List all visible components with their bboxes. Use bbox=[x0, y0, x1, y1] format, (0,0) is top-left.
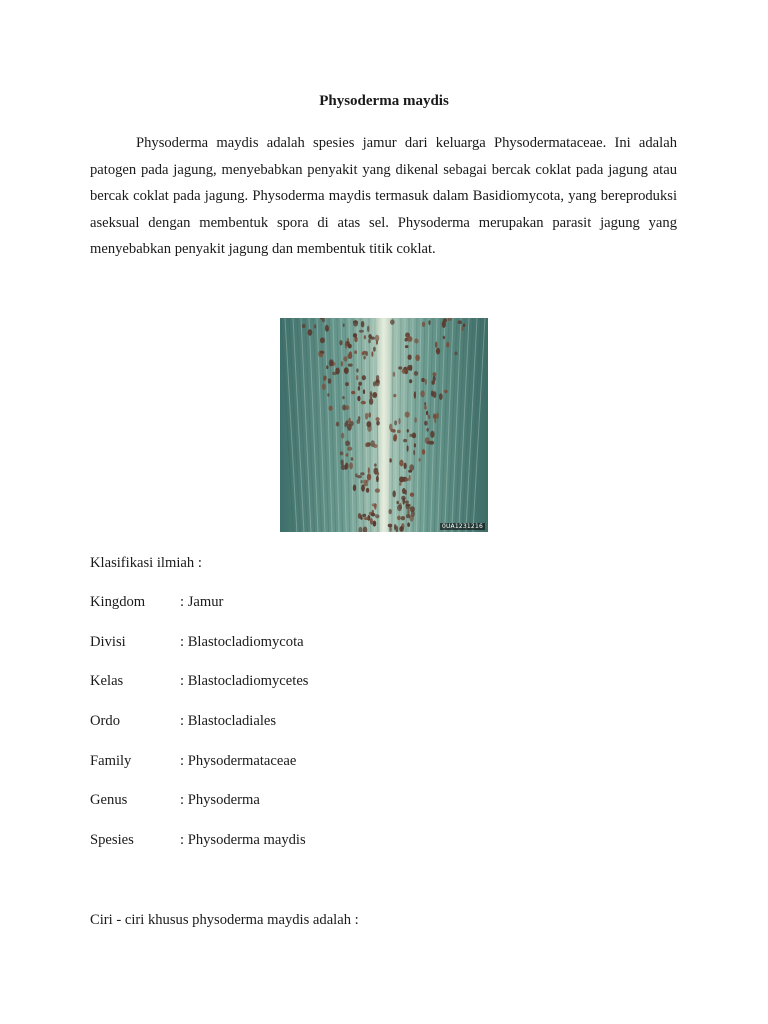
lesion-spot bbox=[407, 523, 410, 527]
lesion-spot bbox=[393, 435, 397, 442]
lesion-spot bbox=[370, 337, 375, 340]
lesion-spot bbox=[424, 402, 426, 406]
lesion-spot bbox=[323, 376, 325, 382]
lesion-spot bbox=[432, 380, 435, 385]
lesion-spot bbox=[357, 396, 360, 402]
lesion-spot bbox=[362, 351, 367, 355]
lesion-spot bbox=[326, 365, 328, 369]
lesion-spot bbox=[365, 443, 369, 447]
lesion-spot bbox=[393, 490, 396, 497]
lesion-spot bbox=[403, 439, 407, 442]
lesion-spot bbox=[353, 320, 358, 326]
taxon-rank: Genus bbox=[90, 792, 128, 808]
lesion-spot bbox=[314, 324, 316, 328]
lesion-spot bbox=[434, 417, 436, 423]
lesion-spot bbox=[329, 406, 333, 411]
lesion-spot bbox=[363, 389, 365, 394]
lesion-spot bbox=[408, 470, 412, 473]
lesion-spot bbox=[405, 501, 409, 504]
lesion-spot bbox=[393, 372, 395, 377]
lesion-spot bbox=[389, 509, 392, 514]
lesion-spot bbox=[328, 378, 332, 384]
lesion-spot bbox=[375, 514, 379, 518]
lesion-spot bbox=[374, 503, 377, 509]
lesion-spot bbox=[366, 488, 369, 493]
lesion-spot bbox=[375, 488, 380, 492]
lesion-spot bbox=[407, 429, 409, 433]
lesion-spot bbox=[405, 338, 408, 342]
lesion-spot bbox=[359, 330, 364, 333]
lesion-spot bbox=[397, 516, 401, 521]
lesion-spot bbox=[433, 391, 437, 398]
lesion-spot bbox=[340, 451, 344, 455]
lesion-spot bbox=[409, 379, 412, 383]
classification-heading: Klasifikasi ilmiah : bbox=[90, 555, 202, 571]
lesion-spot bbox=[436, 348, 440, 355]
lesion-spot bbox=[389, 526, 391, 532]
leaf-photo bbox=[280, 318, 488, 532]
taxon-value: : Blastocladiales bbox=[180, 713, 277, 729]
lesion-spot bbox=[346, 420, 349, 425]
lesion-spot bbox=[426, 428, 428, 432]
lesion-spot bbox=[342, 396, 344, 399]
lesion-spot bbox=[355, 473, 357, 477]
lesion-spot bbox=[341, 361, 343, 367]
lesion-spot bbox=[347, 447, 352, 451]
taxon-value: : Physodermataceae bbox=[180, 753, 297, 769]
lesion-spot bbox=[348, 418, 351, 424]
lesion-spot bbox=[414, 391, 416, 398]
lesion-spot bbox=[363, 356, 365, 360]
lesion-spot bbox=[408, 355, 412, 360]
lesion-spot bbox=[402, 369, 407, 374]
lesion-spot bbox=[368, 339, 371, 343]
lesion-spot bbox=[399, 483, 401, 486]
lesion-spot bbox=[405, 412, 410, 418]
lesion-spot bbox=[356, 368, 358, 372]
taxon-rank: Divisi bbox=[90, 634, 126, 650]
lesion-spot bbox=[322, 384, 326, 390]
lesion-spot bbox=[412, 433, 416, 439]
lesion-spot bbox=[463, 323, 466, 327]
lesion-spot bbox=[409, 475, 411, 481]
lesion-spot bbox=[422, 322, 425, 327]
lesion-spot bbox=[413, 450, 415, 456]
lesion-spot bbox=[397, 505, 402, 512]
lesion-spot bbox=[399, 476, 404, 482]
lesion-spot bbox=[364, 517, 369, 520]
lesion-spot bbox=[373, 521, 377, 527]
taxon-value: : Physoderma maydis bbox=[180, 832, 306, 848]
taxon-rank: Spesies bbox=[90, 832, 134, 848]
lesion-spot bbox=[367, 474, 371, 481]
lesion-spot bbox=[414, 339, 418, 344]
lesion-spot bbox=[443, 318, 447, 322]
lesion-spot bbox=[367, 326, 369, 332]
lesion-spot bbox=[424, 421, 428, 426]
lesion-spot bbox=[390, 319, 395, 324]
lesion-spot bbox=[371, 351, 373, 356]
lesion-spot bbox=[339, 340, 342, 345]
lesion-spot bbox=[425, 379, 427, 385]
lesion-spot bbox=[368, 467, 370, 474]
lesion-spot bbox=[401, 496, 406, 501]
lesion-spot bbox=[397, 430, 401, 433]
lesion-spot bbox=[349, 462, 353, 469]
lesion-spot bbox=[446, 342, 449, 348]
lesion-spot bbox=[336, 422, 339, 427]
document-title: Physoderma maydis bbox=[319, 93, 449, 109]
lesion-spot bbox=[424, 406, 427, 410]
lesion-spot bbox=[398, 366, 402, 369]
taxon-rank: Ordo bbox=[90, 713, 120, 729]
lesion-spot bbox=[421, 378, 425, 382]
taxon-value: : Jamur bbox=[180, 594, 224, 610]
lesion-spot bbox=[363, 480, 367, 484]
lesion-spot bbox=[376, 375, 379, 380]
lesion-spot bbox=[439, 393, 443, 400]
lesion-spot bbox=[376, 417, 380, 421]
lesion-spot bbox=[345, 382, 349, 386]
lesion-spot bbox=[414, 417, 417, 423]
lesion-spot bbox=[414, 443, 416, 447]
intro-paragraph: Physoderma maydis adalah spesies jamur dari keluarga Physodermataceae. Ini adalah patogen pada jagung, menyebabkan penyakit yang dikenal sebagai bercak coklat pada jagung atau bercak coklat pada jagung. Physoderma maydis termasuk dalam Basidiomycota, yang bereproduksi aseksual dengan membentuk spora di atas sel. Physoderma merupakan parasit jagung yang menyebabkan penyakit jagung dan membentuk titik coklat. bbox=[90, 135, 677, 257]
taxon-rank: Family bbox=[90, 753, 132, 769]
lesion-spot bbox=[410, 506, 415, 512]
lesion-spot bbox=[361, 321, 365, 327]
lesion-spot bbox=[356, 375, 358, 380]
leaf-illustration bbox=[280, 318, 488, 532]
lesion-spot bbox=[332, 372, 337, 375]
lesion-spot bbox=[302, 324, 306, 329]
lesion-spot bbox=[362, 375, 366, 380]
lesion-spot bbox=[362, 514, 366, 517]
lesion-spot bbox=[407, 445, 409, 452]
lesion-spot bbox=[444, 390, 448, 393]
lesion-spot bbox=[349, 351, 353, 358]
lesion-spot bbox=[407, 336, 412, 342]
lesion-spot bbox=[361, 485, 365, 492]
lesion-spot bbox=[370, 518, 373, 525]
lesion-spot bbox=[435, 342, 438, 348]
lesion-spot bbox=[436, 412, 438, 419]
lesion-spot bbox=[415, 355, 420, 361]
lesion-spot bbox=[389, 458, 391, 462]
lesion-spot bbox=[343, 356, 347, 361]
lesion-spot bbox=[404, 463, 407, 469]
image-stamp: 0UA1231216 bbox=[441, 523, 483, 530]
taxon-value: : Blastocladiomycota bbox=[180, 634, 304, 650]
taxon-value: : Physoderma bbox=[180, 792, 260, 808]
lesion-spot bbox=[358, 386, 360, 391]
lesion-spot bbox=[428, 415, 430, 419]
lesion-spot bbox=[399, 460, 403, 467]
lesion-spot bbox=[406, 514, 410, 518]
lesion-spot bbox=[320, 337, 325, 343]
lesion-spot bbox=[342, 405, 346, 411]
lesion-spot bbox=[358, 382, 362, 386]
lesion-spot bbox=[430, 431, 434, 438]
lesion-spot bbox=[420, 390, 424, 397]
lesion-spot bbox=[376, 476, 379, 483]
lesion-spot bbox=[397, 501, 399, 505]
lesion-spot bbox=[377, 472, 380, 476]
lesion-spot bbox=[345, 342, 348, 349]
lesion-spot bbox=[426, 411, 428, 416]
lesion-spot bbox=[372, 510, 374, 515]
lesion-spot bbox=[364, 335, 366, 339]
ciri-heading: Ciri - ciri khusus physoderma maydis adalah : bbox=[90, 912, 359, 928]
lesion-spot bbox=[402, 488, 406, 494]
lesion-spot bbox=[458, 320, 462, 324]
lesion-spot bbox=[320, 351, 324, 354]
lesion-spot bbox=[399, 526, 403, 532]
lesion-spot bbox=[341, 459, 344, 465]
lesion-spot bbox=[344, 367, 349, 374]
lesion-spot bbox=[366, 421, 371, 427]
lesion-spot bbox=[410, 493, 414, 497]
lesion-spot bbox=[341, 465, 346, 471]
lesion-spot bbox=[422, 449, 425, 455]
lesion-spot bbox=[345, 441, 350, 447]
lesion-spot bbox=[443, 336, 446, 340]
lesion-spot bbox=[360, 517, 362, 520]
lesion-spot bbox=[351, 457, 354, 461]
lesion-spot bbox=[376, 421, 380, 426]
lesion-spot bbox=[326, 326, 329, 331]
lesion-spot bbox=[372, 392, 377, 398]
lesion-spot bbox=[373, 347, 376, 352]
lesion-spot bbox=[398, 418, 400, 424]
lesion-spot bbox=[341, 433, 344, 439]
lesion-spot bbox=[348, 364, 353, 367]
lesion-spot bbox=[368, 412, 371, 417]
lesion-spot bbox=[401, 516, 405, 520]
lesion-spot bbox=[407, 365, 412, 371]
lesion-spot bbox=[394, 420, 397, 425]
lesion-spot bbox=[357, 475, 362, 478]
lesion-spot bbox=[373, 444, 378, 448]
lesion-spot bbox=[374, 463, 377, 466]
lesion-spot bbox=[348, 344, 352, 349]
lesion-spot bbox=[428, 320, 430, 325]
taxon-rank: Kingdom bbox=[90, 594, 146, 610]
taxon-rank: Kelas bbox=[90, 673, 124, 689]
lesion-spot bbox=[354, 350, 357, 354]
lesion-spot bbox=[391, 429, 395, 433]
lesion-spot bbox=[462, 326, 464, 331]
lesion-spot bbox=[358, 416, 360, 421]
lesion-spot bbox=[330, 359, 334, 366]
taxon-value: : Blastocladiomycetes bbox=[180, 673, 309, 689]
lesion-spot bbox=[418, 458, 420, 462]
lesion-spot bbox=[370, 394, 373, 399]
lesion-spot bbox=[361, 480, 363, 483]
lesion-spot bbox=[365, 413, 368, 420]
lesion-spot bbox=[405, 345, 409, 348]
lesion-spot bbox=[361, 401, 366, 405]
lesion-spot bbox=[346, 453, 349, 457]
lesion-spot bbox=[414, 371, 418, 376]
lesion-spot bbox=[454, 352, 457, 356]
lesion-spot bbox=[427, 441, 432, 444]
lesion-spot bbox=[353, 485, 356, 492]
lesion-spot bbox=[376, 340, 378, 345]
lesion-spot bbox=[308, 329, 313, 336]
lesion-spot bbox=[327, 393, 329, 396]
lesion-spot bbox=[353, 333, 357, 338]
lesion-spot bbox=[404, 478, 409, 482]
lesion-spot bbox=[343, 323, 345, 327]
lesion-spot bbox=[393, 394, 396, 398]
lesion-spot bbox=[369, 398, 373, 405]
lesion-spot bbox=[351, 391, 355, 394]
lesion-spot bbox=[360, 472, 364, 475]
